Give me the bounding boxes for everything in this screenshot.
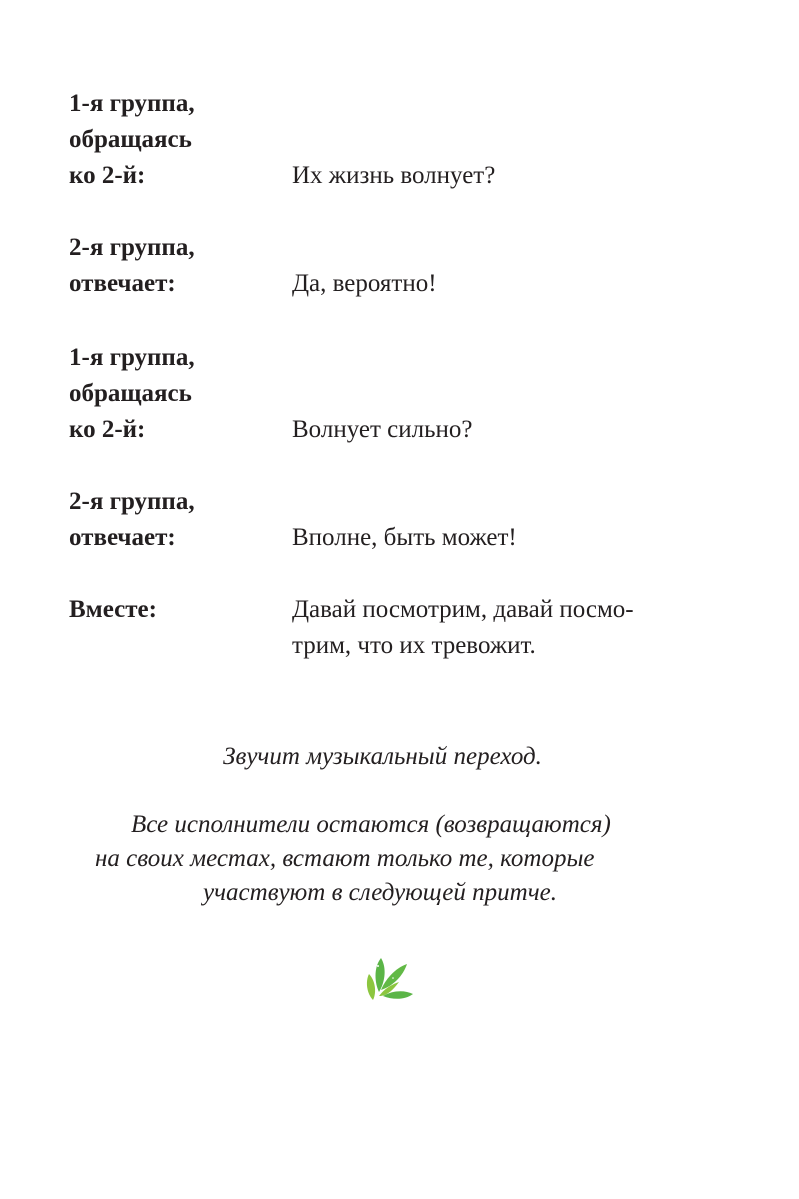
speaker-line: 1-я группа, xyxy=(69,344,195,371)
stage-direction-line: Все исполнители остаются (возвращаются) xyxy=(131,811,611,838)
speaker-line: Вместе: xyxy=(69,596,157,623)
speaker-line: 2-я группа, xyxy=(69,488,195,515)
speaker-line: ко 2-й: xyxy=(69,162,146,189)
leaf-ornament-icon xyxy=(363,952,417,1004)
speaker-line: обращаясь xyxy=(69,380,192,407)
speaker-label xyxy=(69,340,279,448)
stage-direction-performers xyxy=(95,808,675,910)
dialogue-block-5 xyxy=(69,592,709,664)
speaker-line: ко 2-й: xyxy=(69,416,146,443)
dialogue-line-part: Давай посмотрим, давай посмо- xyxy=(292,596,634,623)
speaker-line: 2-я группа, xyxy=(69,234,195,261)
dialogue-block-4 xyxy=(69,484,709,556)
dialogue-line: Вполне, быть может! xyxy=(292,524,517,551)
dialogue-block-3 xyxy=(69,340,709,448)
speaker-label xyxy=(69,230,279,302)
speaker-line: отвечает: xyxy=(69,270,176,297)
speaker-line: 1-я группа, xyxy=(69,90,195,117)
speaker-line: отвечает: xyxy=(69,524,176,551)
dialogue-block-2 xyxy=(69,230,709,302)
speaker-label xyxy=(69,86,279,194)
dialogue-line-part: трим, что их тревожит. xyxy=(292,632,536,659)
speaker-label xyxy=(69,592,279,628)
speaker-label xyxy=(69,484,279,556)
stage-direction-line: на своих местах, встают только те, которые xyxy=(95,845,595,872)
dialogue-block-1 xyxy=(69,86,709,194)
dialogue-line xyxy=(292,592,692,664)
speaker-line: обращаясь xyxy=(69,126,192,153)
stage-direction-transition: Звучит музыкальный переход. xyxy=(223,743,542,770)
dialogue-line: Волнует сильно? xyxy=(292,416,473,443)
dialogue-line: Да, вероятно! xyxy=(292,270,437,297)
dialogue-line: Их жизнь волнует? xyxy=(292,162,496,189)
stage-direction-line: участвуют в следующей притче. xyxy=(203,879,557,906)
